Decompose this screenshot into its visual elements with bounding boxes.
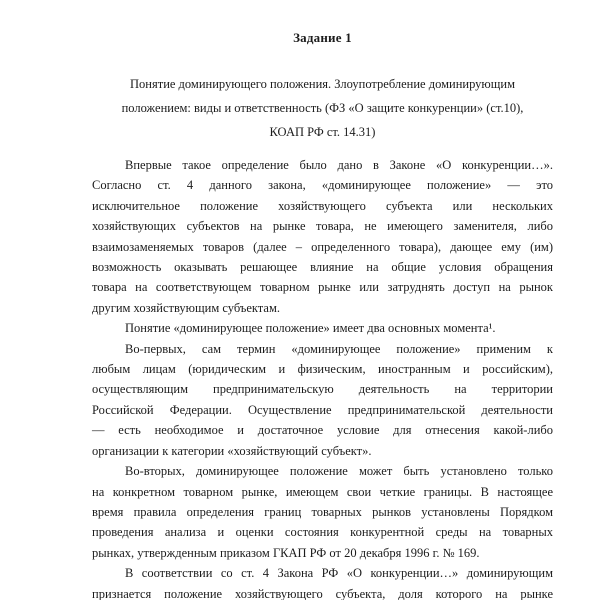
text-line: любым лицам (юридическим и физическим, иностранным и российским), [92, 362, 553, 377]
text-line: другим хозяйствующим субъектам. [92, 300, 281, 315]
text-line: рынках, утвержденным приказом ГКАП РФ от 20 декабря 1996 г. № 169. [92, 545, 480, 560]
text-line: признается положение хозяйствующего субъекта, доля которого на рынке [92, 586, 553, 600]
text-line: хозяйствующих субъектов на рынке товара, не имеющего заменителя, либо [92, 219, 553, 234]
text-line: Российской Федерации. Осуществление предпринимательской деятельности [92, 402, 553, 417]
document-heading [92, 72, 553, 144]
page-title: Задание 1 [293, 30, 352, 45]
text-line: — есть необходимое и достаточное условие для отнесения какой-либо [92, 423, 553, 438]
text-line: товара на соответствующем товарном рынке или затруднять доступ на рынок [92, 280, 553, 295]
document-body [92, 155, 553, 600]
paragraph [92, 318, 553, 338]
text-line: проведения анализа и оценки состояния конкурентной среды на товарных [92, 525, 553, 540]
text-line: организации к категории «хозяйствующий субъект». [92, 443, 372, 458]
text-line: Во-вторых, доминирующее положение может быть установлено только [125, 464, 553, 479]
text-line: осуществляющим предпринимательскую деятельность на территории [92, 382, 553, 397]
text-line: Понятие «доминирующее положение» имеет два основных момента¹. [125, 321, 496, 336]
paragraph [92, 155, 553, 318]
heading-line: положением: виды и ответственность (ФЗ «О защите конкуренции» (ст.10), [121, 101, 524, 115]
text-line: взаимозаменяемых товаров (далее – определенного товара), дающее ему (им) [92, 239, 553, 254]
paragraph [92, 461, 553, 563]
heading-line: КОАП РФ ст. 14.31) [269, 125, 376, 139]
text-line: исключительное положение хозяйствующего субъекта или нескольких [92, 198, 553, 213]
text-line: Согласно ст. 4 данного закона, «доминирующее положение» — это [92, 178, 553, 193]
text-line: время правила определения границ товарных рынков установлены Порядком [92, 504, 553, 519]
text-line: Впервые такое определение было дано в Законе «О конкуренции…». [125, 158, 553, 172]
paragraph [92, 563, 553, 600]
text-line: возможность оказывать решающее влияние на общие условия обращения [92, 260, 553, 275]
text-line: Во-первых, сам термин «доминирующее положение» применим к [125, 341, 553, 356]
paragraph [92, 339, 553, 461]
text-line: В соответствии со ст. 4 Закона РФ «О конкуренции…» доминирующим [125, 566, 553, 581]
heading-line: Понятие доминирующего положения. Злоупотребление доминирующим [130, 77, 515, 91]
text-line: на конкретном товарном рынке, имеющем свои четкие границы. В настоящее [92, 484, 553, 499]
